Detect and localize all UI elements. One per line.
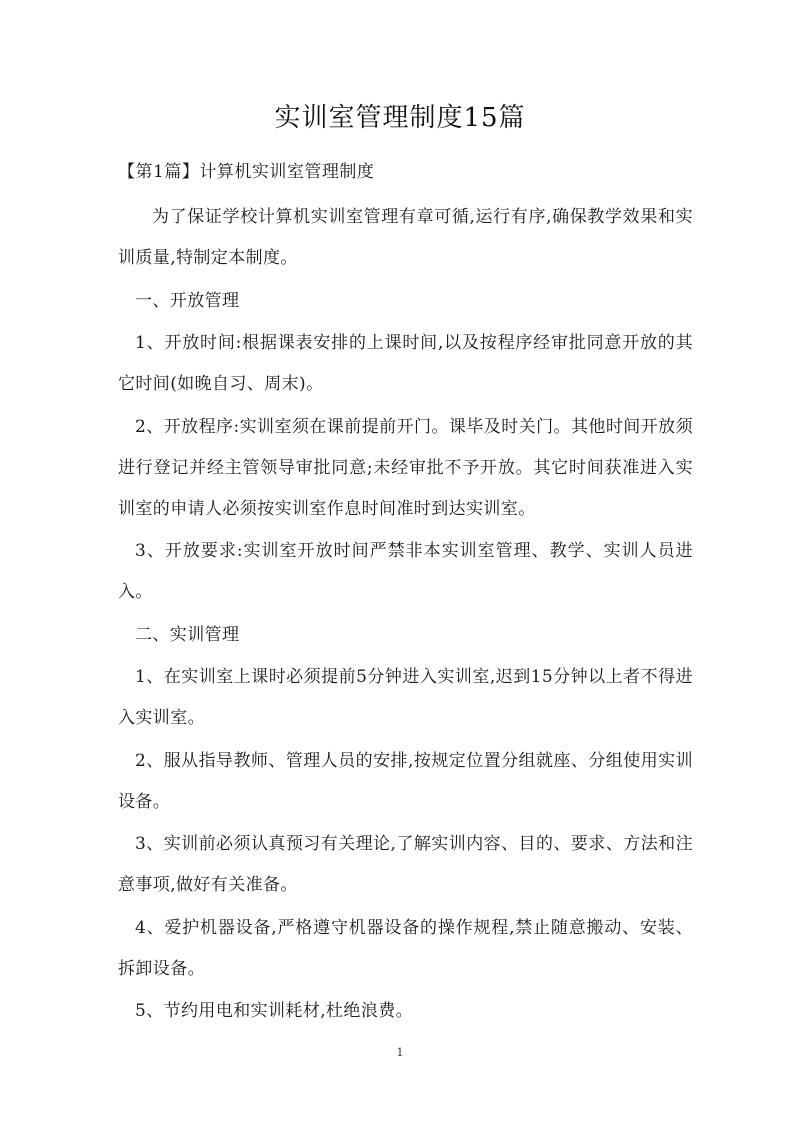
paragraph: 4、爱护机器设备,严格遵守机器设备的操作规程,禁止随意搬动、安装、拆卸设备。 (118, 917, 693, 979)
paragraph: 3、实训前必须认真预习有关理论,了解实训内容、目的、要求、方法和注意事项,做好有关准备。 (118, 834, 693, 895)
paragraph: 为了保证学校计算机实训室管理有章可循,运行有序,确保教学效果和实训质量,特制定本制度。 (118, 207, 693, 268)
page-title: 实训室管理制度15篇 (274, 103, 526, 133)
paragraph: 2、开放程序:实训室须在课前提前开门。课毕及时关门。其他时间开放须进行登记并经主管领导审批同意;未经审批不予开放。其它时间获准进入实训室的申请人必须按实训室作息时间准时到达实训室。 (118, 416, 693, 519)
document-body (118, 197, 693, 1034)
paragraph: 2、服从指导教师、管理人员的安排,按规定位置分组就座、分组使用实训设备。 (118, 750, 693, 812)
section-heading: 【第1篇】计算机实训室管理制度 (118, 162, 375, 182)
paragraph: 二、实训管理 (135, 624, 240, 645)
paragraph: 1、开放时间:根据课表安排的上课时间,以及按程序经审批同意开放的其它时间(如晚自习、周末)。 (118, 333, 693, 394)
paragraph: 一、开放管理 (135, 290, 240, 311)
paragraph: 3、开放要求:实训室开放时间严禁非本实训室管理、教学、实训人员进入。 (118, 541, 693, 602)
paragraph: 1、在实训室上课时必须提前5分钟进入实训室,迟到15分钟以上者不得进入实训室。 (118, 667, 693, 728)
page-number: 1 (396, 1046, 404, 1059)
paragraph: 5、节约用电和实训耗材,杜绝浪费。 (135, 1001, 414, 1021)
